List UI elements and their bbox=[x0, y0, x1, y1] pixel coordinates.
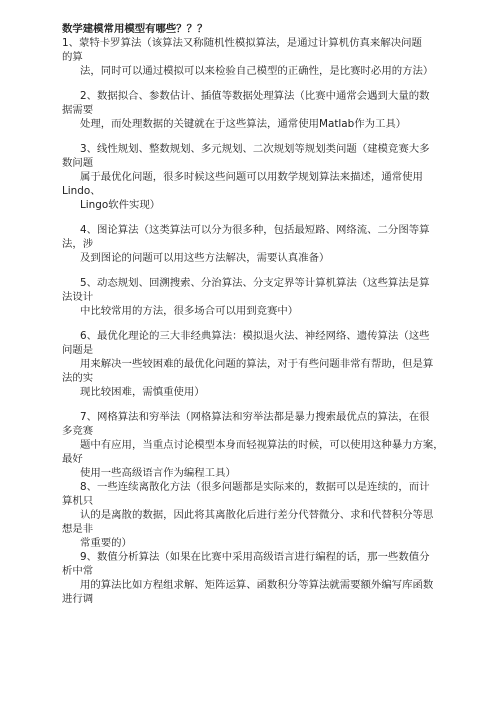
text-line: 析中常 bbox=[62, 565, 94, 577]
list-item bbox=[62, 142, 466, 212]
text-line: 8、一些连续离散化方法（很多问题都是实际来的，数据可以是连续的，而计 bbox=[80, 481, 430, 493]
text-line: 7、网格算法和穷举法（网格算法和穷举法都是暴力搜索最优点的算法，在很 bbox=[80, 411, 430, 423]
text-line: 现比较困难，需慎重使用） bbox=[80, 386, 205, 398]
paragraph-gap bbox=[62, 212, 466, 223]
text-line: 中比较常用的方法，很多场合可以用到竞赛中） bbox=[80, 305, 299, 317]
text-line: 问题是 bbox=[62, 344, 94, 356]
text-line: Lingo软件实现） bbox=[80, 199, 161, 211]
text-line: 用来解决一些较困难的最优化问题的算法，对于有些问题非常有帮助，但是算 bbox=[80, 358, 434, 370]
text-line: 多竞赛 bbox=[62, 425, 94, 437]
text-line: 数问题 bbox=[62, 157, 94, 169]
list-item bbox=[62, 36, 466, 78]
text-line: 及到图论的问题可以用这些方法解决，需要认真准备） bbox=[80, 252, 330, 264]
list-item bbox=[62, 276, 466, 318]
text-line: 法，同时可以通过模拟可以来检验自己模型的正确性，是比赛时必用的方法） bbox=[80, 65, 434, 77]
text-line: 用的算法比如方程组求解、矩阵运算、函数积分等算法就需要额外编写库函数 bbox=[80, 579, 434, 591]
text-line: 5、动态规划、回溯搜索、分治算法、分支定界等计算机算法（这些算法是算 bbox=[80, 277, 430, 289]
text-line: 9、数值分析算法（如果在比赛中采用高级语言进行编程的话，那一些数值分 bbox=[80, 551, 430, 563]
text-line: 1、蒙特卡罗算法（该算法又称随机性模拟算法，是通过计算机仿真来解决问题 bbox=[62, 37, 422, 49]
paragraph-gap bbox=[62, 265, 466, 276]
text-line: 6、最优化理论的三大非经典算法：模拟退火法、神经网络、遗传算法（这些 bbox=[80, 330, 430, 342]
text-line: 算机只 bbox=[62, 495, 94, 507]
paragraph-gap bbox=[62, 78, 466, 89]
text-line: 最好 bbox=[62, 453, 83, 465]
list-item bbox=[62, 410, 466, 606]
text-line: 法，涉 bbox=[62, 238, 94, 250]
text-line: 属于最优化问题，很多时候这些问题可以用数学规划算法来描述，通常使用 bbox=[80, 171, 423, 183]
text-line: Lindo、 bbox=[62, 185, 101, 197]
text-line: 3、线性规划、整数规划、多元规划、二次规划等规划类问题（建模竞赛大多 bbox=[80, 143, 430, 155]
text-line: 4、图论算法（这类算法可以分为很多种，包括最短路、网络流、二分图等算 bbox=[80, 224, 430, 236]
paragraph-gap bbox=[62, 318, 466, 329]
paragraph-gap bbox=[62, 399, 466, 410]
paragraph-gap bbox=[62, 131, 466, 142]
list-item bbox=[62, 89, 466, 131]
list-item bbox=[62, 329, 466, 399]
text-line: 2、数据拟合、参数估计、插值等数据处理算法（比赛中通常会遇到大量的数 bbox=[80, 90, 430, 102]
document-body bbox=[62, 36, 466, 606]
text-line: 想是非 bbox=[62, 523, 94, 535]
text-line: 题中有应用，当重点讨论模型本身而轻视算法的时候，可以使用这种暴力方案， bbox=[80, 439, 444, 451]
text-line: 据需要 bbox=[62, 104, 94, 116]
text-line: 使用一些高级语言作为编程工具） bbox=[80, 467, 236, 479]
text-line: 的算 bbox=[62, 51, 83, 63]
text-line: 进行调 bbox=[62, 593, 94, 605]
text-line: 法设计 bbox=[62, 291, 94, 303]
text-line: 法的实 bbox=[62, 372, 94, 384]
text-line: 处理，而处理数据的关键就在于这些算法，通常使用Matlab作为工具） bbox=[80, 118, 407, 130]
text-line: 认的是离散的数据，因此将其离散化后进行差分代替微分、求和代替积分等思 bbox=[80, 509, 434, 521]
document-title: 数学建模常用模型有哪些？？？ bbox=[62, 23, 208, 35]
list-item bbox=[62, 223, 466, 265]
text-line: 常重要的） bbox=[80, 537, 132, 549]
